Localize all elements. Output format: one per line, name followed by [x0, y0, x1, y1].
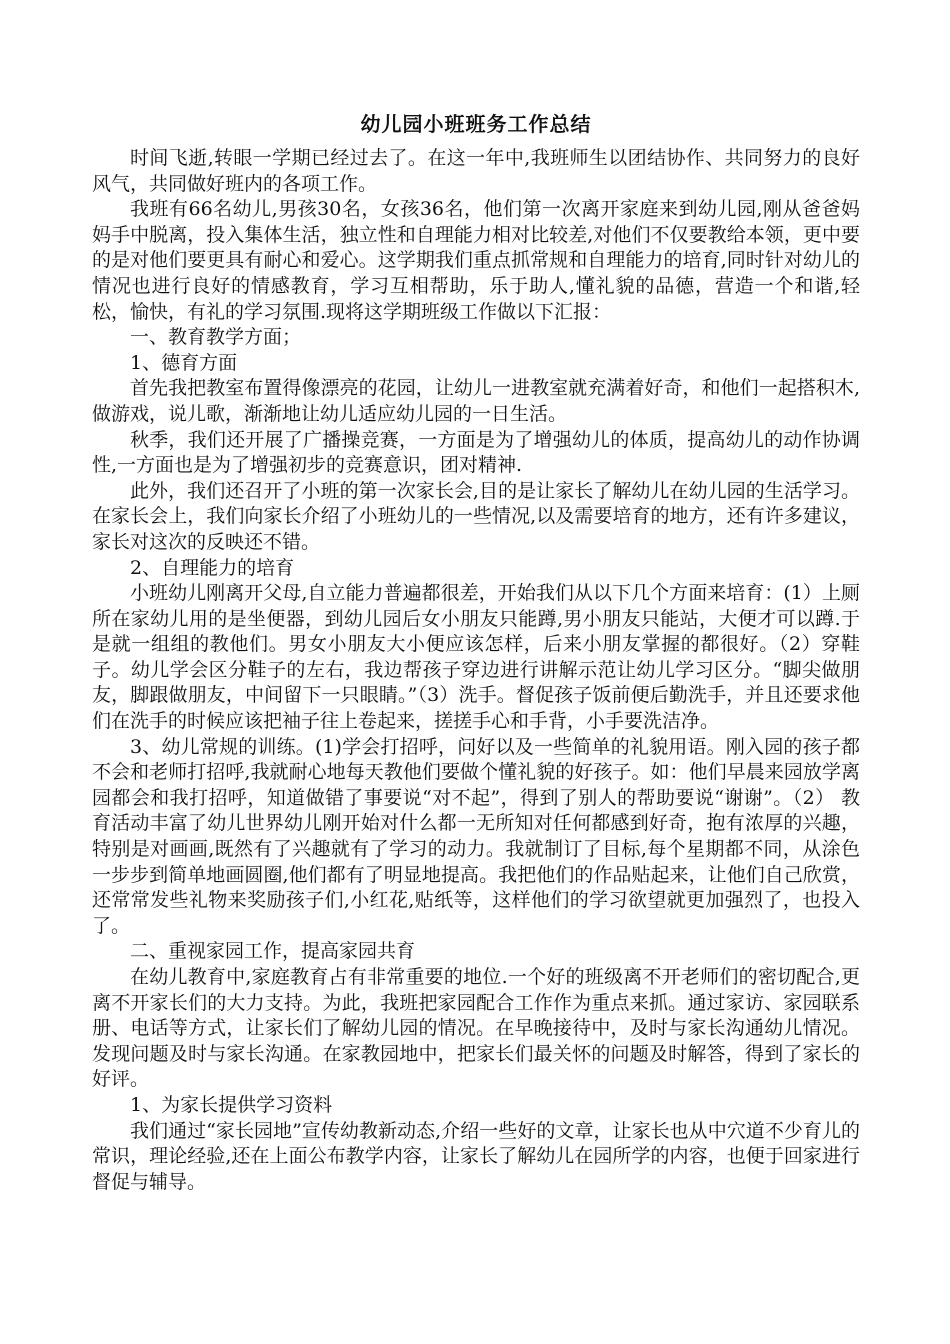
- paragraph-parent-meeting: 此外，我们还召开了小班的第一次家长会,目的是让家长了解幼儿在幼儿园的生活学习。在家长会上，我们向家长介绍了小班幼儿的一些情况,以及需要培育的地方，还有许多建议，家长对这次的反映还不错。: [92, 479, 860, 553]
- document-title: 幼儿园小班班务工作总结: [360, 112, 592, 136]
- subsection-heading-self-care: 2、自理能力的培育: [130, 556, 295, 579]
- paragraph-home-school: 在幼儿教育中,家庭教育占有非常重要的地位.一个好的班级离不开老师们的密切配合,更离不开家长们的大力支持。为此，我班把家园配合工作作为重点来抓。通过家访、家园联系册、电话等方式，让家长们了解幼儿园的情况。在早晚接待中，及时与家长沟通幼儿情况。发现问题及时与家长沟通。在家教园地中，把家长们最关怀的问题及时解答，得到了家长的好评。: [92, 966, 860, 1091]
- paragraph-parent-garden: 我们通过“家长园地”宣传幼教新动态,介绍一些好的文章，让家长也从中穴道不少育儿的常识，理论经验,还在上面公布教学内容，让家长了解幼儿在园所学的内容，也便于回家进行督促与辅导。: [92, 1119, 860, 1193]
- paragraph-autumn-contest: 秋季，我们还开展了广播操竞赛，一方面是为了增强幼儿的体质，提高幼儿的动作协调性,一方面也是为了增强初步的竞赛意识，团对精神.: [92, 428, 860, 477]
- section-heading-home-school: 二、重视家园工作，提高家园共育: [130, 940, 416, 963]
- paragraph-self-care: 小班幼儿刚离开父母,自立能力普遍都很差，开始我们从以下几个方面来培育：(1）上厕所在家幼儿用的是坐便器，到幼儿园后女小朋友只能蹲,男小朋友只能站，大便才可以蹲.于是就一组组的教他们。男女小朋友大小便应该怎样，后来小朋友掌握的都很好。（2）穿鞋子。幼儿学会区分鞋子的左右，我边帮孩子穿边进行讲解示范让幼儿学习区分。“脚尖做朋友，脚跟做朋友，中间留下一只眼睛。”（3）洗手。督促孩子饭前便后勤洗手，并且还要求他们在洗手的时候应该把袖子往上卷起来，搓搓手心和手背，小手要洗洁净。: [92, 582, 860, 733]
- subsection-heading-materials: 1、为家长提供学习资料: [130, 1093, 333, 1116]
- paragraph-classroom: 首先我把教室布置得像漂亮的花园，让幼儿一进教室就充满着好奇，和他们一起搭积木,做游戏，说儿歌，渐渐地让幼儿适应幼儿园的一日生活。: [92, 377, 860, 425]
- subsection-heading-moral: 1、德育方面: [130, 351, 238, 374]
- document-page: [92, 108, 860, 1195]
- document-body: [92, 146, 860, 1195]
- paragraph-routine-training: 3、幼儿常规的训练。(1)学会打招呼，问好以及一些简单的礼貌用语。刚入园的孩子都不会和老师打招呼,我就耐心地每天教他们要做个懂礼貌的好孩子。如：他们早晨来园放学离园都会和我打招呼，知道做错了事要说“对不起”，得到了别人的帮助要说“谢谢”。（2） 教育活动丰富了幼儿世界幼儿刚开始对什么都一无所知对任何都感到好奇，抱有浓厚的兴趣，特别是对画画,既然有了兴趣就有了学习的动力。我就制订了目标,每个星期都不同，从涂色一步步到简单地画圆圈,他们都有了明显地提高。我把他们的作品贴起来，让他们自己欣赏，还常常发些礼物来奖励孩子们,小红花,贴纸等，这样他们的学习欲望就更加强烈了，也投入了。: [92, 735, 860, 937]
- section-heading-education: 一、教育教学方面；: [130, 326, 302, 349]
- paragraph-intro: 时间飞逝,转眼一学期已经过去了。在这一年中,我班师生以团结协作、共同努力的良好风气，共同做好班内的各项工作。: [92, 147, 860, 195]
- paragraph-class-overview: 我班有66名幼儿,男孩30名，女孩36名，他们第一次离开家庭来到幼儿园,刚从爸爸妈妈手中脱离，投入集体生活，独立性和自理能力相对比较差,对他们不仅要教给本领，更中要的是对他们要更具有耐心和爱心。这学期我们重点抓常规和自理能力的培育,同时针对幼儿的情况也进行良好的情感教育，学习互相帮助，乐于助人,懂礼貌的品德，营造一个和谐,轻松，愉快，有礼的学习氛围.现将这学期班级工作做以下汇报：: [92, 198, 860, 323]
